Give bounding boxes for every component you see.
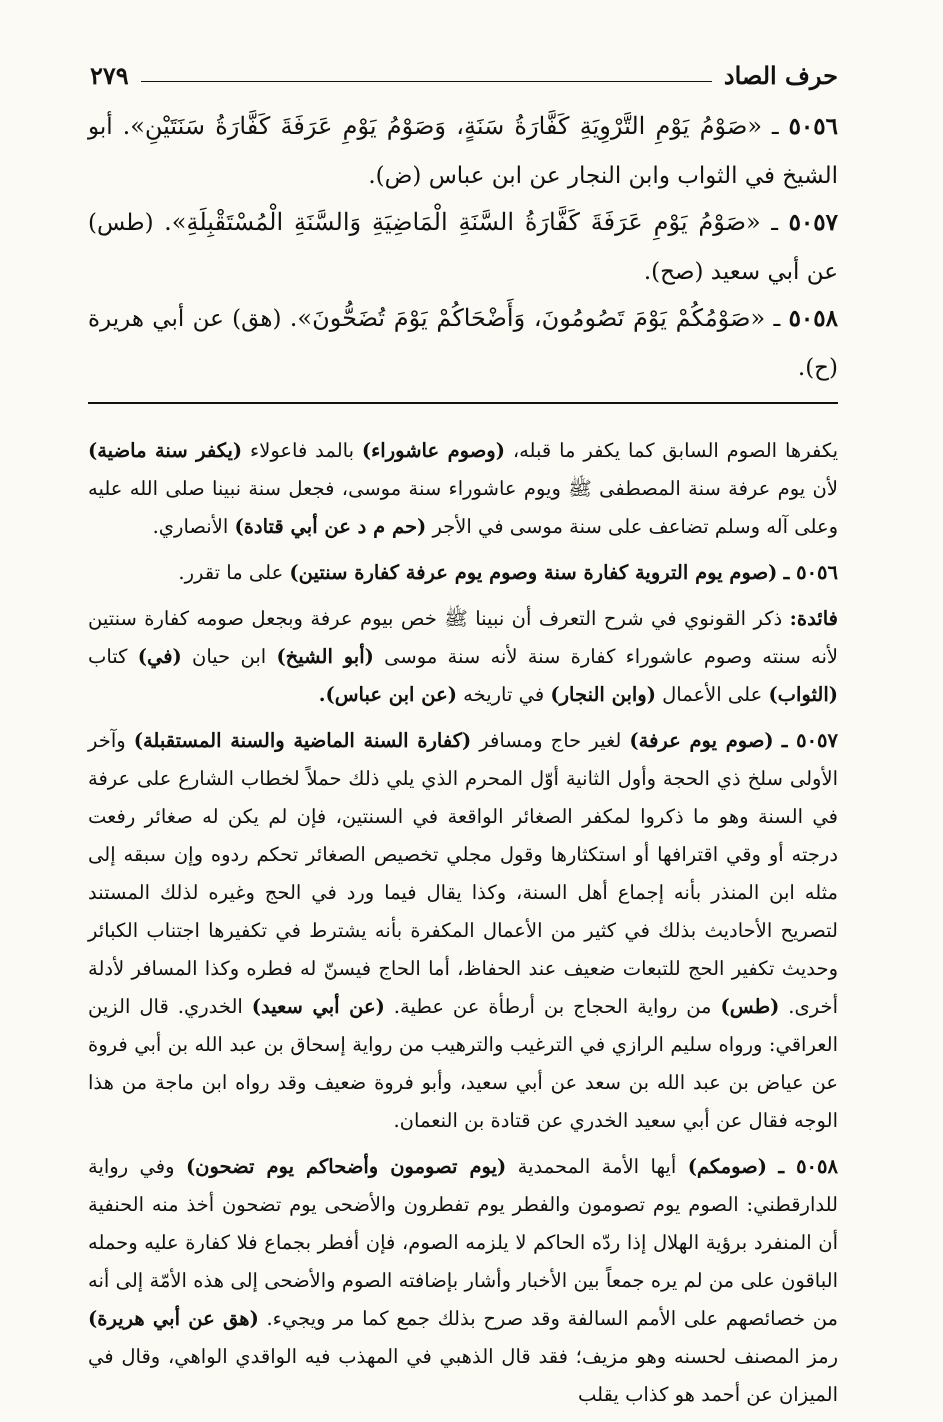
bold-text: (صوم يوم التروية كفارة سنة وصوم يوم عرفة كفارة سنتين)	[289, 561, 778, 584]
hadith-source: (هق) عن أبي هريرة (ح).	[88, 306, 838, 381]
commentary-paragraph-5056	[88, 554, 838, 592]
text: على ما تقرر.	[178, 561, 284, 584]
chapter-title: حرف الصاد	[723, 61, 838, 90]
text: أيها الأمة المحمدية	[517, 1155, 677, 1178]
bold-text: (أبو الشيخ)	[276, 645, 374, 668]
note-label: فائدة:	[789, 607, 838, 630]
entry-number: ٥٠٥٨ ـ	[778, 1155, 838, 1178]
hadith-text: «صَوْمُ يَوْمِ التَّرْوِيَةِ كَفَّارَةُ سَنَةٍ، وَصَوْمُ يَوْمِ عَرَفَةَ كَفَّارَةُ سَنَتَيْنِ».	[122, 112, 763, 140]
bold-text: (وصوم عاشوراء)	[361, 439, 505, 462]
commentary-paragraph-5058	[88, 1148, 838, 1414]
commentary-paragraph-note	[88, 600, 838, 714]
entry-number: ٥٠٥٧ ـ	[781, 729, 838, 752]
hadith-number: ٥٠٥٦	[788, 113, 838, 140]
bold-text: (عن ابن عباس).	[318, 683, 457, 706]
text: وفي رواية للدارقطني: الصوم يوم تصومون والفطر يوم تفطرون والأضحى يوم تضحون أخذ منه الحنفية أن المنفرد برؤية الهلال إذا ردّه الحاكم لا يلزمه الصوم، فإن أفطر بجماع فلا كفارة عليه وحمله الباقون على من لم يره جمعاً بين الأخبار وأشار بإضافته الصوم والأضحى إلى هذه الأمّة إلى أنه من خصائصهم على الأمم السالفة وقد صرح بذلك جمع كما مر ويجيء.	[88, 1155, 838, 1330]
bold-text: (هق عن أبي هريرة)	[88, 1307, 259, 1330]
hadith-text: «صَوْمُكُمْ يَوْمَ تَصُومُونَ، وَأَضْحَاكُمْ يَوْمَ تُضَحُّونَ».	[289, 304, 766, 332]
hadith-5058: ٥٠٥٨ ـ «صَوْمُكُمْ يَوْمَ تَصُومُونَ، وَأَضْحَاكُمْ يَوْمَ تُضَحُّونَ». (هق) عن أبي هريرة (ح).	[88, 304, 838, 381]
hadith-number: ٥٠٥٨	[788, 305, 838, 332]
bold-text: (عن أبي سعيد)	[251, 995, 385, 1018]
text: بالمد فاعولاء	[250, 439, 355, 462]
page-header	[90, 50, 838, 90]
hadith-5057: ٥٠٥٧ ـ «صَوْمُ يَوْمِ عَرَفَةَ كَفَّارَةُ السَّنَةِ الْمَاضِيَةِ وَالسَّنَةِ الْمُسْتَقْبِلَةِ». (طس) عن أبي سعيد (صح).	[88, 208, 838, 285]
text: رمز المصنف لحسنه وهو مزيف؛ فقد قال الذهبي في المهذب فيه الواقدي الواهي، وقال في الميزان عن أحمد هو كذاب يقلب	[88, 1345, 838, 1406]
text: لأن يوم عرفة سنة المصطفى ﷺ ويوم عاشوراء سنة موسى، فجعل سنة نبينا صلى الله عليه وعلى آله وسلم تضاعف على سنة موسى في الأجر	[88, 477, 838, 538]
bold-text: (يكفر سنة ماضية)	[88, 439, 243, 462]
commentary-paragraph-5057	[88, 722, 838, 1140]
text: كتاب	[88, 645, 128, 668]
bold-text: (يوم تصومون وأضحاكم يوم تضحون)	[185, 1155, 507, 1178]
text: ابن حيان	[192, 645, 267, 668]
bold-text: (صوم يوم عرفة)	[629, 729, 774, 752]
text: من رواية الحجاج بن أرطأة عن عطية.	[393, 995, 712, 1018]
bold-text: (الثواب)	[768, 683, 838, 706]
bold-text: (وابن النجار)	[550, 683, 656, 706]
bold-text: (في)	[137, 645, 182, 668]
text: ذكر القونوي في شرح التعرف أن نبينا ﷺ خص بيوم عرفة وبجعل صومه كفارة سنتين لأنه سنته وصوم عاشوراء كفارة سنة لأنه سنة موسى	[88, 607, 839, 668]
bold-text: (طس)	[720, 995, 780, 1018]
text: في تاريخه	[463, 683, 545, 706]
hadith-source: (طس) عن أبي سعيد (صح).	[88, 210, 838, 285]
text: لغير حاج ومسافر	[479, 729, 622, 752]
commentary	[88, 432, 838, 1422]
text: الخدري. قال الزين العراقي: ورواه سليم الرازي في الترغيب والترهيب من رواية إسحاق بن عبد الله بن أبي فروة عن عياض بن عبد الله بن سعد عن أبي سعيد، وأبو فروة ضعيف وقد رواه ابن ماجة من هذا الوجه فقال عن أبي سعيد الخدري عن قتادة بن النعمان.	[88, 995, 838, 1132]
text: على الأعمال	[662, 683, 763, 706]
entry-number: ٥٠٥٦ ـ	[783, 561, 838, 584]
section-divider	[88, 402, 838, 404]
header-rule	[141, 81, 712, 82]
hadith-number: ٥٠٥٧	[788, 209, 838, 236]
commentary-paragraph	[88, 432, 838, 546]
hadith-text: «صَوْمُ يَوْمِ عَرَفَةَ كَفَّارَةُ السَّنَةِ الْمَاضِيَةِ وَالسَّنَةِ الْمُسْتَقْبِلَةِ».	[164, 208, 761, 236]
text: الأنصاري.	[152, 515, 229, 538]
bold-text: (كفارة السنة الماضية والسنة المستقبلة)	[133, 729, 472, 752]
text: وآخر الأولى سلخ ذي الحجة وأول الثانية أوّل المحرم الذي يلي ذلك حملاً لخطاب الشارع على عرفة في السنة وهو ما ذكروا لمكفر الصغائر الواقعة في السنتين، فإن لم يكن له صغائر رفعت درجته أو وقي اقترافها أو استكثارها وقول مجلي تخصيص الصغائر تحكم ردوه وإن سبقه إلى مثله ابن المنذر بأنه إجماع أهل السنة، وكذا يقال فيما ورد في الحج وغيره لذلك المستند لتصريح الأحاديث بذلك في كثير من الأعمال المكفرة بأنه يشترط في تكفيرها اجتناب الكبائر وحديث تكفير الحج للتبعات ضعيف عند الحفاظ، أما الحاج فيسنّ له فطره وكذا المسافر لأدلة أخرى.	[88, 729, 839, 1018]
page-number: ٢٧٩	[90, 61, 129, 90]
bold-text: (حم م د عن أبي قتادة)	[234, 515, 427, 538]
hadith-5056: ٥٠٥٦ ـ «صَوْمُ يَوْمِ التَّرْوِيَةِ كَفَّارَةُ سَنَةٍ، وَصَوْمُ يَوْمِ عَرَفَةَ كَفَّارَةُ سَنَتَيْنِ». أبو الشيخ في الثواب وابن النجار عن ابن عباس (ض).	[88, 112, 838, 189]
hadith-source: أبو الشيخ في الثواب وابن النجار عن ابن عباس (ض).	[88, 114, 838, 189]
bold-text: (صومكم)	[687, 1155, 767, 1178]
text: يكفرها الصوم السابق كما يكفر ما قبله،	[512, 439, 839, 462]
